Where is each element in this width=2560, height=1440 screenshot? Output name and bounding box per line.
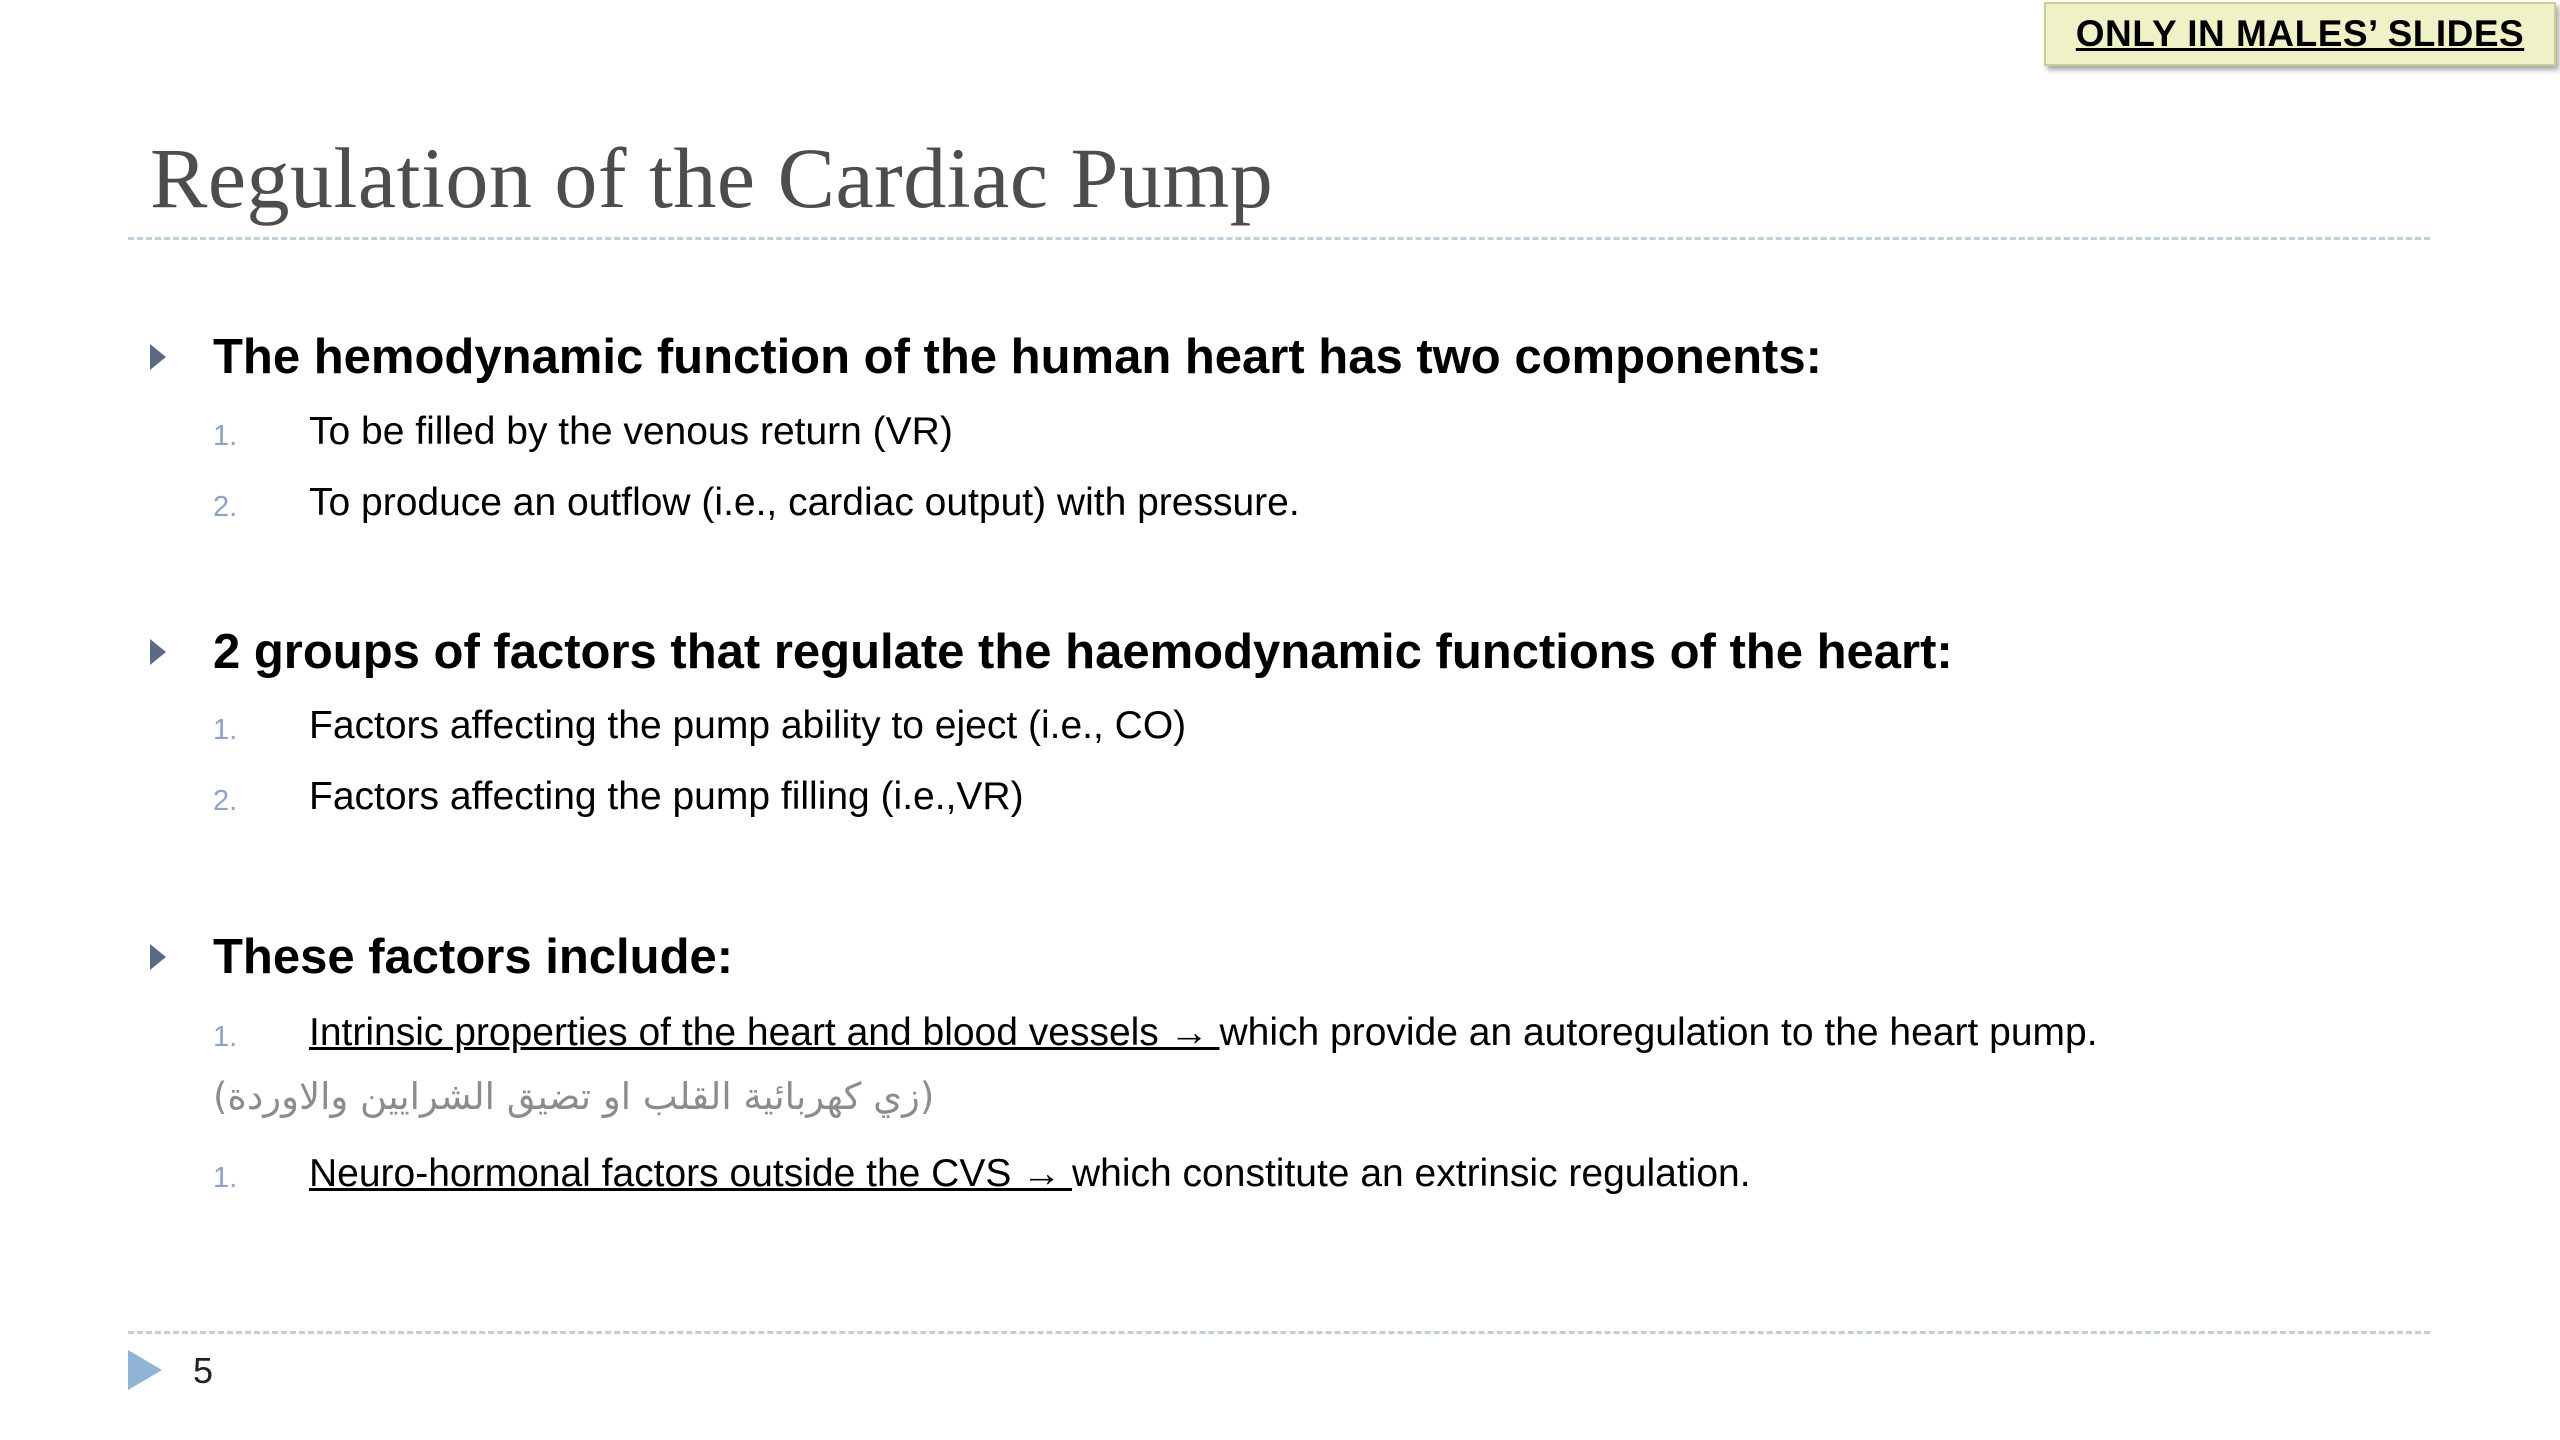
list-item [309,1013,2098,1052]
footer-divider [128,1331,2430,1334]
section-2-heading: 2 groups of factors that regulate the haemodynamic functions of the heart: [213,625,1953,679]
section-3-heading: These factors include: [213,930,734,984]
list-number: 1. [213,1162,238,1194]
males-only-badge: ONLY IN MALES’ SLIDES [2044,2,2556,66]
arabic-note: (زي كهربائية القلب او تضيق الشرايين والاوردة) [213,1075,935,1118]
footer-arrow-icon [128,1350,162,1390]
list-number: 2. [213,785,238,817]
bullet-arrow-icon [150,344,166,370]
list-item: Factors affecting the pump filling (i.e.,VR) [309,775,1024,818]
list-item: To be filled by the venous return (VR) [309,410,953,453]
item-description: which provide an autoregulation to the heart pump. [1219,1011,2098,1054]
page-number: 5 [193,1350,214,1391]
intrinsic-properties-text: Intrinsic properties of the heart and blood vessels → [309,1011,1220,1054]
list-number: 2. [213,491,238,523]
bullet-arrow-icon [150,944,166,970]
section-1-heading: The hemodynamic function of the human heart has two components: [213,330,1822,384]
title-divider [128,237,2430,240]
list-number: 1. [213,420,238,452]
slide-title: Regulation of the Cardiac Pump [150,130,1274,226]
bullet-arrow-icon [150,639,166,665]
item-description: which constitute an extrinsic regulation. [1072,1152,1751,1195]
list-number: 1. [213,714,238,746]
list-item: To produce an outflow (i.e., cardiac output) with pressure. [309,481,1300,524]
neuro-hormonal-text: Neuro-hormonal factors outside the CVS → [309,1152,1073,1195]
list-number: 1. [213,1021,238,1053]
list-item: Factors affecting the pump ability to eject (i.e., CO) [309,704,1187,747]
list-item [309,1154,1751,1193]
